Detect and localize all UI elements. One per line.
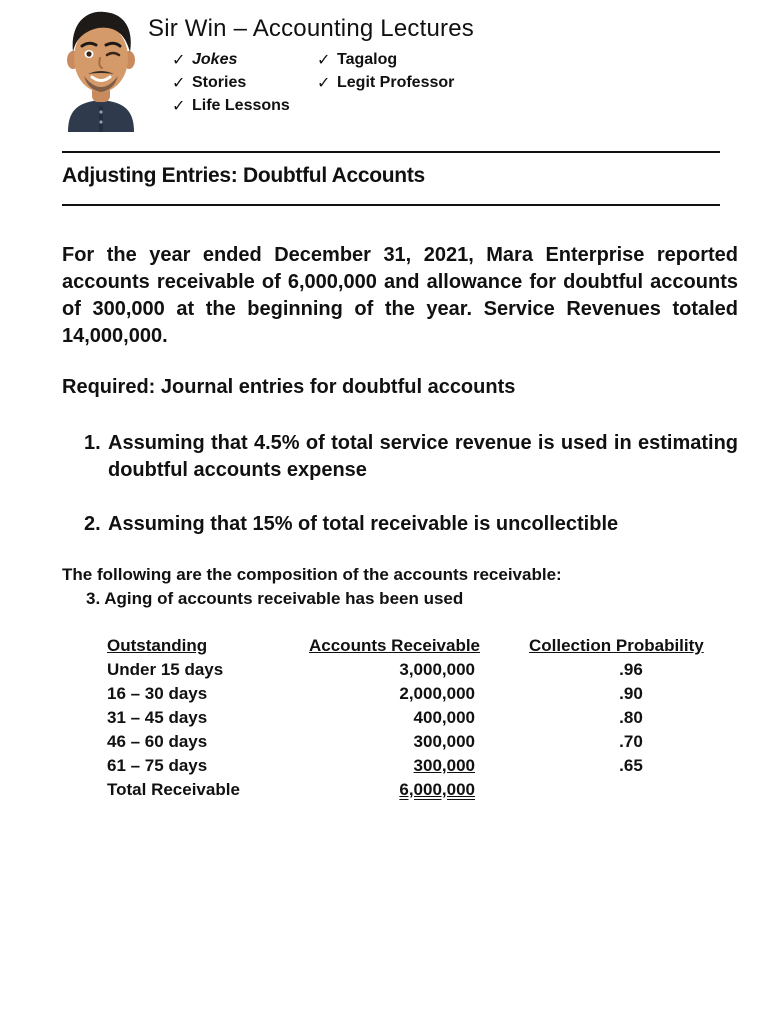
table-row: Under 15 days 3,000,000 .96	[107, 660, 643, 679]
check-icon: ✓	[317, 74, 331, 92]
table-row: 31 – 45 days 400,000 .80	[107, 708, 643, 727]
column-header: Outstanding	[107, 636, 208, 655]
divider	[62, 151, 720, 153]
table-row: 61 – 75 days 300,000 .65	[107, 756, 643, 775]
feature-list-right	[317, 48, 454, 94]
required-heading: Required: Journal entries for doubtful accounts	[62, 376, 516, 398]
divider	[62, 204, 720, 206]
check-icon: ✓	[172, 74, 186, 92]
feature-item: ✓ Stories	[172, 73, 247, 92]
requirement-item: 2. Assuming that 15% of total receivable is uncollectible	[84, 513, 619, 535]
aging-table	[107, 636, 747, 804]
composition-note: The following are the composition of the accounts receivable:	[62, 565, 562, 584]
check-icon: ✓	[172, 51, 186, 69]
table-total-row: Total Receivable 6,000,000	[107, 780, 475, 799]
feature-item: ✓ Jokes	[172, 50, 238, 69]
feature-item: ✓ Life Lessons	[172, 96, 290, 115]
feature-item: ✓ Legit Professor	[317, 73, 455, 92]
section-title: Adjusting Entries: Doubtful Accounts	[62, 164, 425, 187]
table-header-row	[107, 636, 747, 660]
avatar-icon	[64, 6, 138, 132]
table-row: 46 – 60 days 300,000 .70	[107, 732, 643, 751]
check-icon: ✓	[172, 97, 186, 115]
check-icon: ✓	[317, 51, 331, 69]
table-row: 16 – 30 days 2,000,000 .90	[107, 684, 643, 703]
aging-item: 3. Aging of accounts receivable has been used	[86, 589, 464, 608]
column-header: Accounts Receivable	[309, 636, 481, 655]
feature-list-left	[172, 48, 290, 117]
column-header: Collection Probability	[529, 636, 704, 655]
header-title: Sir Win – Accounting Lectures	[148, 15, 474, 42]
problem-statement: For the year ended December 31, 2021, Mara Enterprise reported accounts receivable of 6,000,000 and allowance for doubtful accounts of 300,000 at the beginning of the year. Service Revenues totaled 14,000,000.	[62, 244, 738, 347]
feature-item: ✓ Tagalog	[317, 50, 398, 69]
requirement-item: 1. Assuming that 4.5% of total service revenue is used in estimating doubtful accounts expense	[84, 432, 738, 481]
